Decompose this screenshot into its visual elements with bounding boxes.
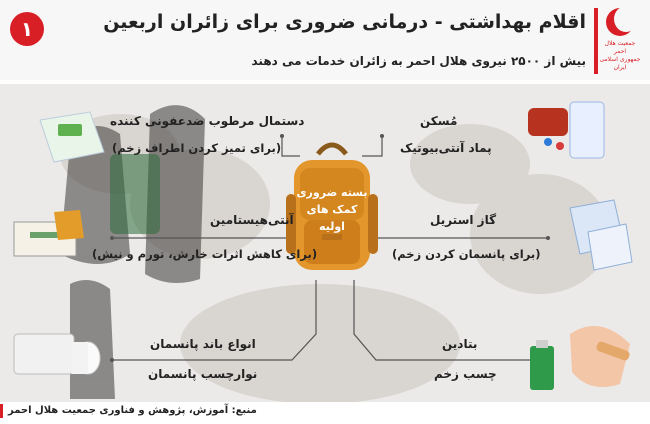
plaster-title: چسب زخم (434, 367, 497, 381)
wet-wipes-note: (برای تمیز کردن اطراف زخم) (112, 141, 282, 155)
page-subtitle: بیش از ۲۵۰۰ نیروی هلال احمر به زائران خدمات می دهند (251, 54, 586, 68)
source-note: منبع: آموزش، پژوهش و فناوری جمعیت هلال احمر (8, 405, 257, 416)
ointment-and-pills-icon (528, 102, 604, 158)
sterile-gauze-title: گاز استریل (430, 213, 497, 227)
antibiotic-ointment-title: پماد آنتی‌بیوتیک (400, 141, 492, 155)
page-number-badge: ۱ (10, 12, 44, 46)
bandage-tape-title: نوارچسب پانسمان (148, 367, 258, 381)
antihistamine-note: (برای کاهش اثرات خارش، تورم و نیش) (92, 247, 318, 261)
bandages-title: انواع باند پانسمان (150, 337, 256, 351)
antihistamine-box-icon (14, 210, 84, 256)
painkiller-title: مُسکن (420, 114, 458, 128)
sterile-gauze-note: (برای پانسمان کردن زخم) (392, 247, 541, 261)
illustration-area (0, 84, 650, 402)
wet-wipes-title: دستمال مرطوب ضدعفونی کننده (110, 114, 305, 128)
footer-accent (0, 404, 3, 418)
red-crescent-logo: جمعیت هلال احمر جمهوری اسلامی ایران (598, 6, 642, 76)
betadine-title: بتادین (442, 337, 478, 351)
background-illustration (0, 84, 650, 402)
page-title: اقلام بهداشتی - درمانی ضروری برای زائران اربعین (103, 11, 586, 33)
header-divider (594, 8, 598, 74)
betadine-and-plaster-icon (530, 326, 631, 390)
first-aid-kit-label: بسته ضروری کمک های اولیه (296, 186, 368, 233)
antihistamine-title: آنتی‌هیستامین (210, 213, 294, 227)
